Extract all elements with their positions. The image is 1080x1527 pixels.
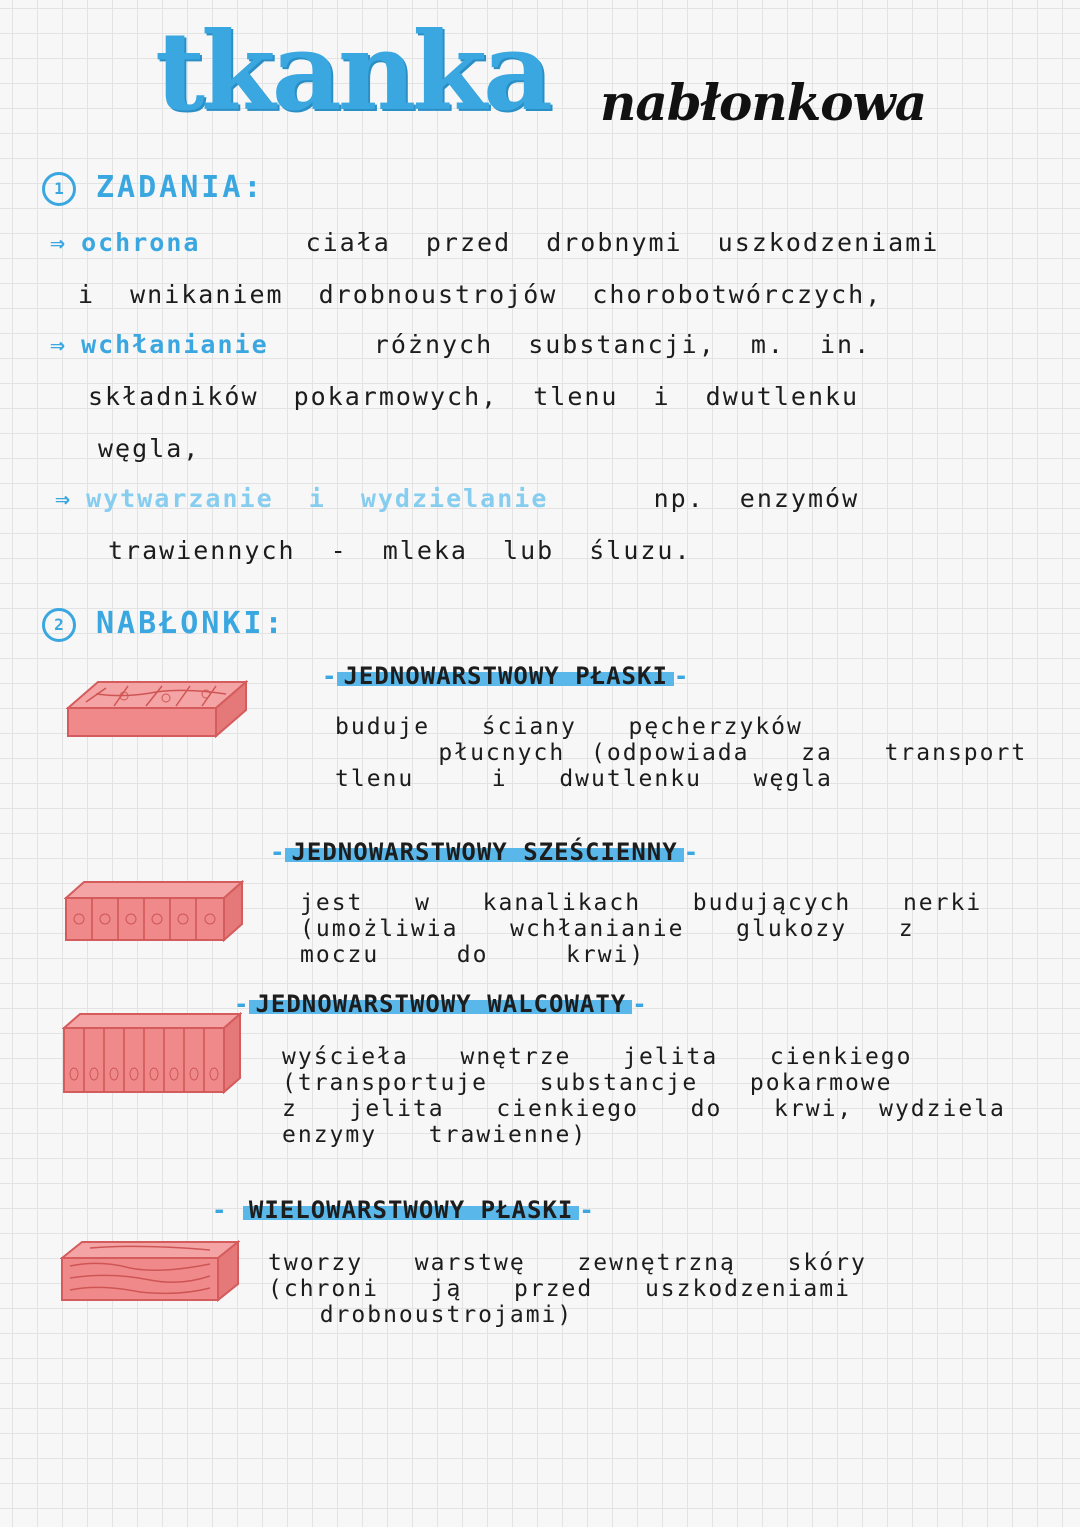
type-3-label-text: JEDNOWARSTWOWY WALCOWATY <box>249 990 632 1018</box>
type-3-label: - JEDNOWARSTWOWY WALCOWATY - <box>234 990 648 1018</box>
section-2-title: NABŁONKI: <box>96 606 286 641</box>
type-2-label: - JEDNOWARSTWOWY SZEŚCIENNY - <box>270 838 700 866</box>
task-line-2: i wnikaniem drobnoustrojów chorobotwórczych, <box>78 280 883 309</box>
task-text: różnych substancji, m. in. <box>373 330 872 359</box>
type-1-label-text: JEDNOWARSTWOWY PŁASKI <box>337 662 673 690</box>
task-line-1 <box>50 228 939 257</box>
keyword-wchlanianie: wchłanianie <box>81 330 269 359</box>
stratified-epithelium-illustration <box>60 1240 240 1304</box>
cuboidal-epithelium-illustration <box>64 880 244 944</box>
section-1-number: 1 <box>42 172 76 206</box>
task-line-6 <box>55 484 859 513</box>
keyword-ochrona: ochrona <box>81 228 201 257</box>
task-line-5: węgla, <box>98 434 201 463</box>
keyword-separator: i <box>308 484 326 513</box>
page-title: tkanka <box>155 9 550 135</box>
task-line-4: składników pokarmowych, tlenu i dwutlenku <box>88 382 860 411</box>
type-2-label-text: JEDNOWARSTWOWY SZEŚCIENNY <box>285 838 683 866</box>
arrow-icon: ⇒ <box>55 484 73 513</box>
type-4-label-text: WIELOWARSTWOWY PŁASKI <box>243 1196 579 1224</box>
task-text: np. enzymów <box>653 484 860 513</box>
section-2-heading <box>42 606 286 642</box>
type-3-description: wyścieła wnętrze jelita cienkiego (transportuje substancje pokarmowe z jelita cienkiego do krwi, wydziela enzymy trawienne) <box>282 1044 1006 1148</box>
arrow-icon: ⇒ <box>50 228 68 257</box>
task-line-7: trawiennych - mleka lub śluzu. <box>108 536 692 565</box>
arrow-icon: ⇒ <box>50 330 68 359</box>
type-1-description: buduje ściany pęcherzyków płucnych (odpowiada za transport tlenu i dwutlenku węgla <box>335 714 1028 792</box>
section-1-heading <box>42 170 265 206</box>
page-subtitle: nabłonkowa <box>600 73 927 132</box>
keyword-wydzielanie: wydzielanie <box>360 484 549 513</box>
type-1-label: - JEDNOWARSTWOWY PŁASKI - <box>322 662 690 690</box>
keyword-wytwarzanie: wytwarzanie <box>86 484 274 513</box>
type-2-description: jest w kanalikach budujących nerki (umożliwia wchłanianie glukozy z moczu do krwi) <box>300 890 983 968</box>
section-1-title: ZADANIA: <box>96 170 265 205</box>
section-2-number: 2 <box>42 608 76 642</box>
task-line-3 <box>50 330 871 359</box>
squamous-epithelium-illustration <box>66 680 248 742</box>
task-text: ciała przed drobnymi uszkodzeniami <box>305 228 940 257</box>
type-4-description: tworzy warstwę zewnętrzną skóry (chroni ją przed uszkodzeniami drobnoustrojami) <box>268 1250 867 1328</box>
columnar-epithelium-illustration <box>62 1012 242 1096</box>
type-4-label: - WIELOWARSTWOWY PŁASKI - <box>212 1196 595 1224</box>
